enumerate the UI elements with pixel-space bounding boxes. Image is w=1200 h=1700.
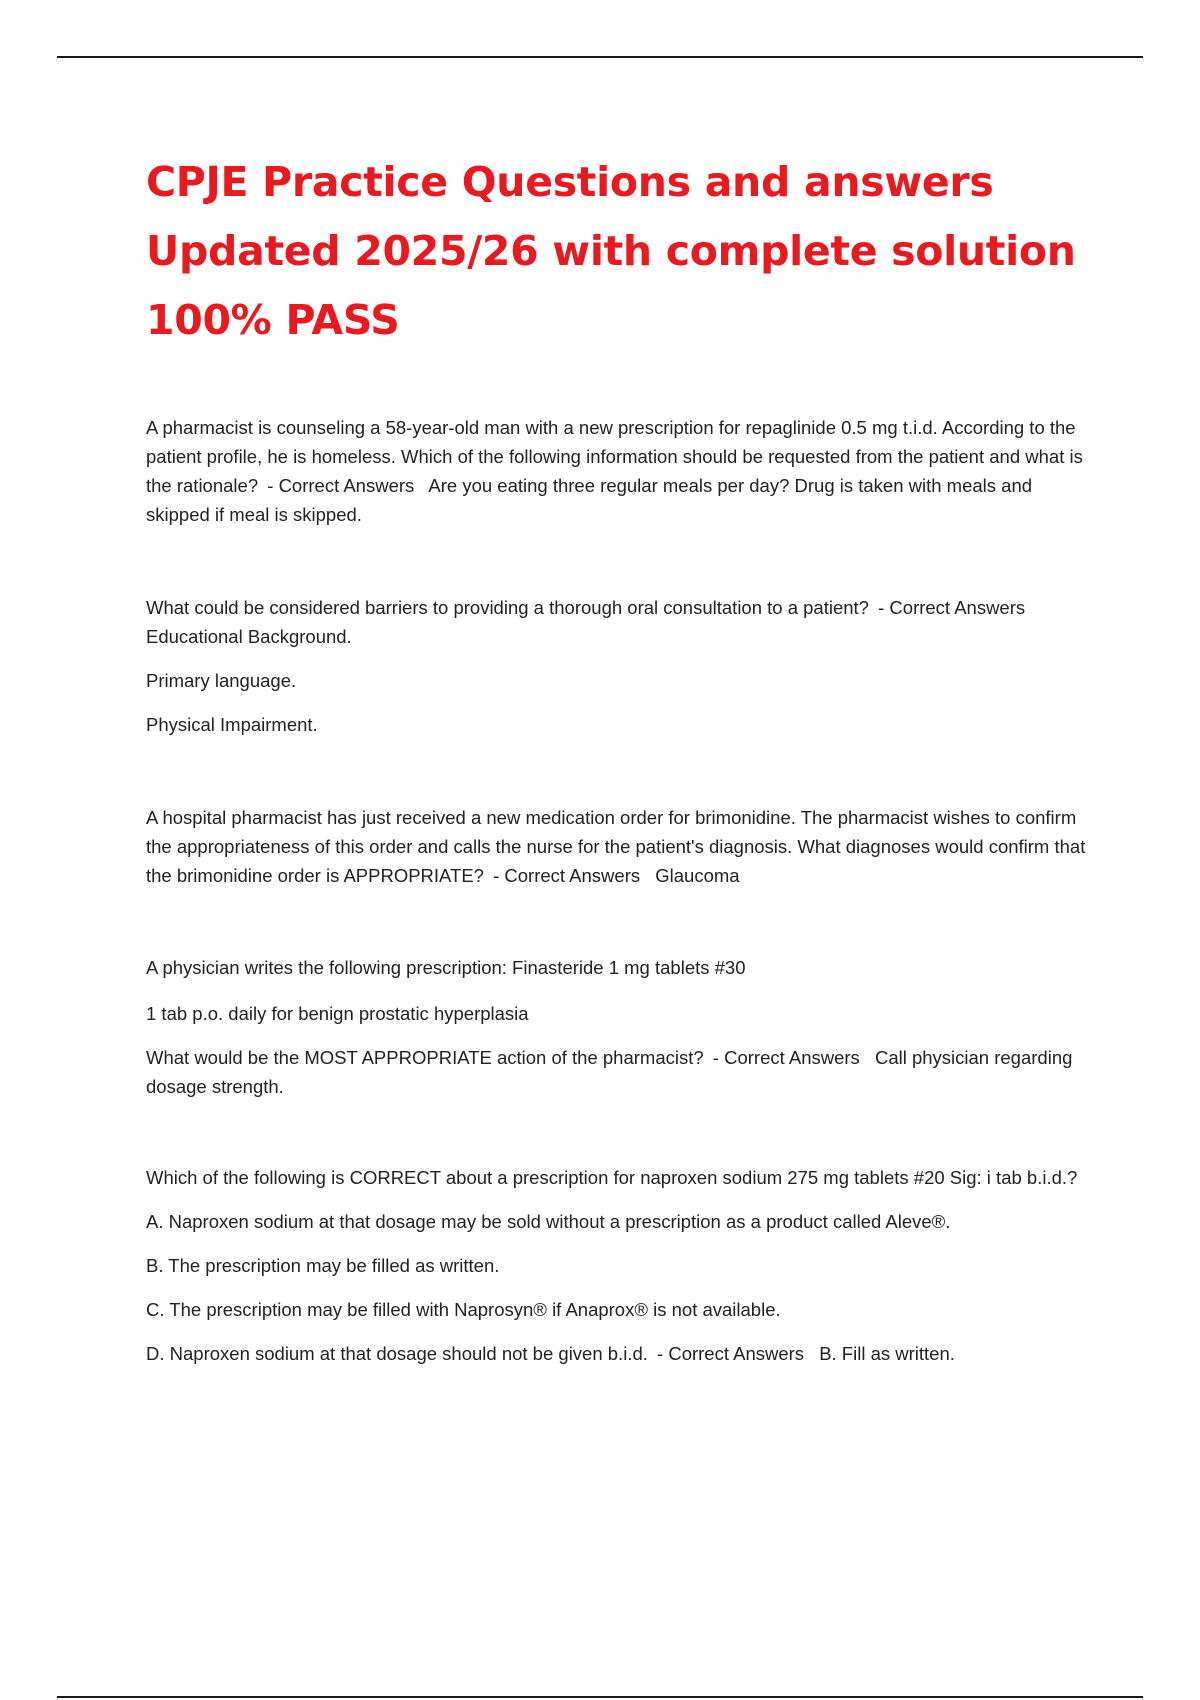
option-line: C. The prescription may be filled with Naprosyn® if Anaprox® is not available. xyxy=(146,1299,781,1320)
qa-item-4 xyxy=(146,953,1086,1101)
title-line-3: 100% PASS xyxy=(146,296,400,344)
qa-text xyxy=(146,593,1086,651)
option-line: A. Naproxen sodium at that dosage may be sold without a prescription as a product called Aleve®. xyxy=(146,1211,951,1232)
answer-extra-line: Physical Impairment. xyxy=(146,714,318,735)
qa-item-2 xyxy=(146,593,1086,739)
answer-label: - Correct Answers xyxy=(657,1343,805,1364)
answer-label: - Correct Answers xyxy=(712,1047,860,1068)
qa-item-3 xyxy=(146,803,1086,890)
qa-text xyxy=(146,1339,1086,1368)
title-line-2: Updated 2025/26 with complete solution xyxy=(146,227,1076,275)
question-text: What would be the MOST APPROPRIATE action of the pharmacist? xyxy=(146,1047,704,1068)
qa-text xyxy=(146,1043,1086,1101)
answer-extra-line: Primary language. xyxy=(146,670,297,691)
question-text: Which of the following is CORRECT about a prescription for naproxen sodium 275 mg tablets #20 Sig: i tab b.i.d.? xyxy=(146,1167,1078,1188)
question-text: A hospital pharmacist has just received a new medication order for brimonidine. The pharmacist wishes to confirm the appropriateness of this order and calls the nurse for the patient's diagnosis. What diagnoses would confirm that the brimonidine order is APPROPRIATE? xyxy=(146,807,1086,886)
bottom-rule xyxy=(57,1696,1143,1698)
question-text: A pharmacist is counseling a 58-year-old man with a new prescription for repaglinide 0.5 mg t.i.d. According to the patient profile, he is homeless. Which of the following information should be requested from the patient and what is the rationale? xyxy=(146,417,1083,496)
answer-text: B. Fill as written. xyxy=(819,1343,955,1364)
qa-text xyxy=(146,803,1086,890)
answer-label: - Correct Answers xyxy=(267,475,415,496)
answer-label: - Correct Answers xyxy=(878,597,1026,618)
qa-text xyxy=(146,413,1086,529)
answer-text: Educational Background. xyxy=(146,626,352,647)
top-rule xyxy=(57,56,1143,58)
answer-text: Are you eating three regular meals per day? Drug is taken with meals and skipped if meal is skipped. xyxy=(146,475,1033,525)
prescription-line: 1 tab p.o. daily for benign prostatic hyperplasia xyxy=(146,1003,529,1024)
qa-item-5 xyxy=(146,1163,1086,1368)
answer-text: Call physician regarding dosage strength. xyxy=(146,1047,1073,1097)
answer-label: - Correct Answers xyxy=(493,865,641,886)
option-line: D. Naproxen sodium at that dosage should not be given b.i.d. xyxy=(146,1343,648,1364)
answer-text: Glaucoma xyxy=(655,865,740,886)
document-title xyxy=(146,148,1086,355)
title-line-1: CPJE Practice Questions and answers xyxy=(146,158,994,206)
question-text: What could be considered barriers to providing a thorough oral consultation to a patient? xyxy=(146,597,869,618)
qa-item-1 xyxy=(146,413,1086,529)
prescription-line: A physician writes the following prescription: Finasteride 1 mg tablets #30 xyxy=(146,957,746,978)
option-line: B. The prescription may be filled as written. xyxy=(146,1255,500,1276)
